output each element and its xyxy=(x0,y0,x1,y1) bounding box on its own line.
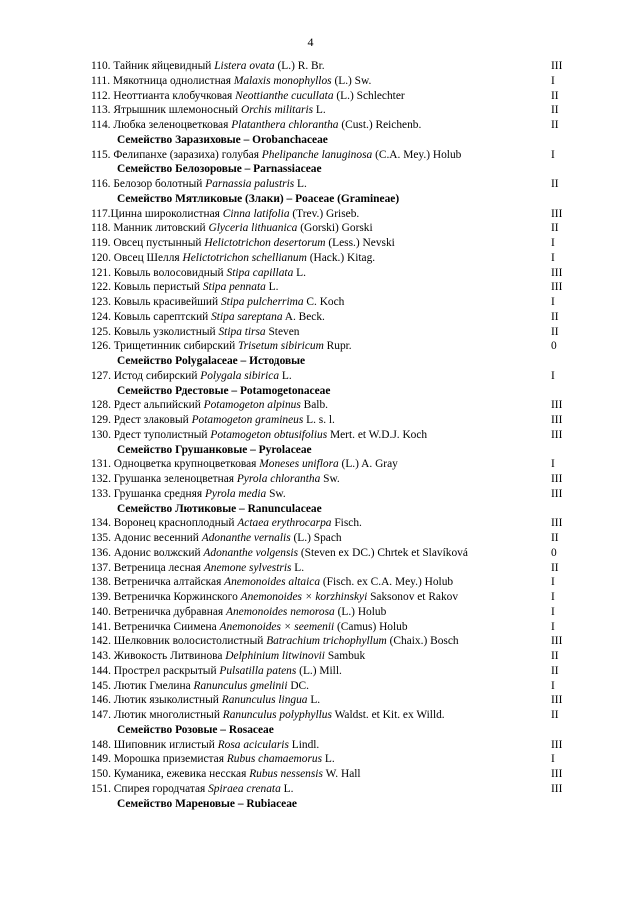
russian-name: 146. Лютик языколистный xyxy=(91,694,222,707)
russian-name: 113. Ятрышник шлемоносный xyxy=(91,104,242,117)
status-category: III xyxy=(551,428,563,441)
species-row xyxy=(0,634,621,649)
russian-name: 127. Истод сибирский xyxy=(91,369,201,382)
species-name xyxy=(91,693,320,708)
species-row xyxy=(0,413,621,428)
species-name xyxy=(91,561,304,576)
species-name xyxy=(91,74,371,89)
latin-name: Malaxis monophyllos xyxy=(233,74,332,87)
russian-name: 135. Адонис весенний xyxy=(91,532,202,544)
species-row xyxy=(0,236,621,251)
author-name: L. xyxy=(279,369,292,382)
latin-name: Helictotrichon schellianum xyxy=(182,251,307,264)
latin-name: Potamogeton obtusifolius xyxy=(210,428,328,441)
species-name xyxy=(91,221,373,236)
family-heading xyxy=(0,502,621,517)
russian-name: 110. Тайник яйцевидный xyxy=(91,60,215,72)
status-category: II xyxy=(551,310,559,323)
russian-name: 111. Мякотница однолистная xyxy=(91,74,234,87)
latin-name: Ranunculus gmelinii xyxy=(193,679,288,692)
status-category: I xyxy=(551,591,555,603)
family-name: Семейство Polygalaceae – Истодовые xyxy=(117,355,306,367)
species-row xyxy=(0,708,621,723)
family-heading xyxy=(0,354,621,369)
species-row xyxy=(0,782,621,797)
species-row xyxy=(0,148,621,163)
author-name: (L.) Schlechter xyxy=(333,89,405,102)
author-name: A. Beck. xyxy=(282,310,325,323)
latin-name: Adonanthe volgensis xyxy=(203,546,299,559)
latin-name: Rubus chamaemorus xyxy=(226,753,323,766)
author-name: (C.A. Mey.) Holub xyxy=(372,148,462,161)
author-name: (L.) Spach xyxy=(290,532,342,544)
latin-name: Pyrola chlorantha xyxy=(236,473,321,485)
status-category: III xyxy=(551,738,563,751)
species-row xyxy=(0,266,621,281)
latin-name: Moneses uniflora xyxy=(259,458,339,471)
author-name: L. xyxy=(265,281,279,294)
species-name xyxy=(91,738,319,753)
species-name xyxy=(91,325,299,340)
species-row xyxy=(0,605,621,620)
russian-name: 116. Белозор болотный xyxy=(91,178,206,190)
status-category: III xyxy=(551,517,563,530)
species-name xyxy=(91,398,328,413)
author-name: DC. xyxy=(287,679,310,692)
author-name: Lindl. xyxy=(288,738,320,751)
latin-name: Spiraea crenata xyxy=(208,782,281,795)
author-name: Fisch. xyxy=(331,517,362,530)
russian-name: 114. Любка зеленоцветковая xyxy=(91,119,232,131)
author-name: Sambuk xyxy=(324,650,366,662)
species-row xyxy=(0,531,621,546)
latin-name: Rubus nessensis xyxy=(249,768,323,780)
species-row xyxy=(0,74,621,89)
species-row xyxy=(0,118,621,133)
russian-name: 128. Рдест альпийский xyxy=(91,399,204,412)
species-row xyxy=(0,325,621,340)
status-category: I xyxy=(551,237,555,249)
family-name: Семейство Мареновые – Rubiaceae xyxy=(117,797,297,810)
russian-name: 118. Манник литовский xyxy=(91,222,209,235)
status-category: II xyxy=(551,709,559,721)
latin-name: Stipa capillata xyxy=(226,266,294,279)
latin-name: Listera ovata xyxy=(214,60,275,72)
latin-name: Cinna latifolia xyxy=(222,207,290,220)
russian-name: 141. Ветреничка Сиимена xyxy=(91,620,220,633)
status-category: III xyxy=(551,266,563,279)
status-category: III xyxy=(551,694,563,707)
author-name: (L.) Sw. xyxy=(331,74,372,87)
latin-name: Delphinium litwinovii xyxy=(225,650,325,662)
status-category: III xyxy=(551,281,563,294)
status-category: II xyxy=(551,325,559,338)
species-name xyxy=(91,590,458,605)
family-heading xyxy=(0,384,621,399)
author-name: Mert. et W.D.J. Koch xyxy=(327,428,428,441)
latin-name: Rosa acicularis xyxy=(217,738,289,751)
russian-name: 129. Рдест злаковый xyxy=(91,414,192,426)
russian-name: 125. Ковыль узколистный xyxy=(91,325,219,338)
species-name xyxy=(91,148,461,163)
species-name xyxy=(91,266,306,281)
author-name: Balb. xyxy=(300,399,329,412)
status-category: II xyxy=(551,222,559,235)
species-name xyxy=(91,103,326,118)
latin-name: Ranunculus lingua xyxy=(221,694,308,707)
species-name xyxy=(91,59,325,74)
author-name: Sw. xyxy=(320,473,340,485)
species-name xyxy=(91,649,365,664)
species-row xyxy=(0,457,621,472)
status-category: 0 xyxy=(551,546,557,559)
latin-name: Glyceria lithuanica xyxy=(208,222,298,235)
author-name: C. Koch xyxy=(303,296,345,308)
status-category: II xyxy=(551,178,559,190)
russian-name: 147. Лютик многолистный xyxy=(91,709,223,721)
species-row xyxy=(0,398,621,413)
species-name xyxy=(91,457,398,472)
status-category: I xyxy=(551,679,555,692)
status-category: II xyxy=(551,561,559,574)
russian-name: 122. Ковыль перистый xyxy=(91,281,203,294)
russian-name: 131. Одноцветка крупноцветковая xyxy=(91,458,260,471)
author-name: (Trev.) Griseb. xyxy=(289,207,360,220)
species-name xyxy=(91,118,421,133)
author-name: L. xyxy=(294,178,307,190)
russian-name: 136. Адонис волжский xyxy=(91,546,204,559)
family-heading xyxy=(0,162,621,177)
species-name xyxy=(91,236,395,251)
latin-name: Polygala sibirica xyxy=(200,369,280,382)
species-name xyxy=(91,177,307,192)
species-name xyxy=(91,708,445,723)
family-heading xyxy=(0,723,621,738)
species-name xyxy=(91,620,408,635)
author-name: (Gorski) Gorski xyxy=(297,222,373,235)
author-name: (Cust.) Reichenb. xyxy=(338,119,422,131)
russian-name: 139. Ветреничка Коржинского xyxy=(91,591,241,603)
species-name xyxy=(91,89,405,104)
species-list xyxy=(0,59,621,811)
status-category: II xyxy=(551,89,559,102)
status-category: III xyxy=(551,487,563,500)
latin-name: Potamogeton alpinus xyxy=(203,399,301,412)
latin-name: Stipa sareptana xyxy=(211,310,283,323)
species-row xyxy=(0,207,621,222)
family-heading xyxy=(0,797,621,812)
russian-name: 151. Спирея городчатая xyxy=(91,782,209,795)
author-name: (L.) Holub xyxy=(334,605,387,618)
species-name xyxy=(91,605,386,620)
species-row xyxy=(0,649,621,664)
species-name xyxy=(91,752,335,767)
species-row xyxy=(0,546,621,561)
species-row xyxy=(0,693,621,708)
species-name xyxy=(91,251,375,266)
latin-name: Parnassia palustris xyxy=(205,178,295,190)
russian-name: 134. Воронец красноплодный xyxy=(91,517,238,530)
russian-name: 132. Грушанка зеленоцветная xyxy=(91,473,237,485)
species-row xyxy=(0,590,621,605)
species-row xyxy=(0,561,621,576)
species-row xyxy=(0,472,621,487)
status-category: I xyxy=(551,620,555,633)
author-name: (Hack.) Kitag. xyxy=(306,251,376,264)
russian-name: 149. Морошка приземистая xyxy=(91,753,227,766)
species-row xyxy=(0,767,621,782)
family-name: Семейство Рдестовые – Potamogetonaceae xyxy=(117,384,331,397)
latin-name: Anemonoides × seemenii xyxy=(219,620,335,633)
russian-name: 119. Овсец пустынный xyxy=(91,237,205,249)
species-row xyxy=(0,89,621,104)
species-name xyxy=(91,369,292,384)
author-name: W. Hall xyxy=(322,768,361,780)
latin-name: Actaea erythrocarpa xyxy=(237,517,332,530)
latin-name: Pulsatilla patens xyxy=(219,664,297,677)
latin-name: Anemonoides altaica xyxy=(224,576,321,589)
species-row xyxy=(0,516,621,531)
status-category: III xyxy=(551,60,563,72)
author-name: (L.) A. Gray xyxy=(338,458,398,471)
russian-name: 138. Ветреничка алтайская xyxy=(91,576,225,589)
author-name: L. xyxy=(293,266,306,279)
author-name: L. xyxy=(307,694,321,707)
species-row xyxy=(0,620,621,635)
status-category: I xyxy=(551,251,555,264)
status-category: III xyxy=(551,207,563,220)
russian-name: 120. Овсец Шелля xyxy=(91,251,183,264)
species-name xyxy=(91,428,427,443)
author-name: L. xyxy=(291,561,305,574)
species-row xyxy=(0,664,621,679)
status-category: III xyxy=(551,414,563,426)
russian-name: 117.Цинна широколистная xyxy=(91,207,223,220)
russian-name: 142. Шелковник волосистолистный xyxy=(91,635,267,648)
russian-name: 123. Ковыль красивейший xyxy=(91,296,221,308)
status-category: II xyxy=(551,119,559,131)
latin-name: Phelipanche lanuginosa xyxy=(261,148,373,161)
author-name: (Less.) Nevski xyxy=(325,237,395,249)
species-row xyxy=(0,339,621,354)
status-category: 0 xyxy=(551,340,557,353)
latin-name: Stipa pennata xyxy=(202,281,266,294)
latin-name: Trisetum sibiricum xyxy=(238,340,324,353)
species-row xyxy=(0,177,621,192)
russian-name: 145. Лютик Гмелина xyxy=(91,679,194,692)
author-name: (Chaix.) Bosch xyxy=(386,635,459,648)
species-row xyxy=(0,428,621,443)
species-name xyxy=(91,575,453,590)
latin-name: Ranunculus polyphyllus xyxy=(222,709,332,721)
author-name: Sw. xyxy=(266,487,286,500)
family-name: Семейство Мятликовые (Злаки) – Poaceae (Gramineae) xyxy=(117,192,400,205)
russian-name: 126. Трищетинник сибирский xyxy=(91,340,239,353)
author-name: L. xyxy=(280,782,294,795)
species-row xyxy=(0,103,621,118)
species-row xyxy=(0,679,621,694)
russian-name: 137. Ветреница лесная xyxy=(91,561,204,574)
author-name: Rupr. xyxy=(323,340,352,353)
status-category: I xyxy=(551,74,555,87)
page-number: 4 xyxy=(307,35,314,49)
species-name xyxy=(91,339,352,354)
species-name xyxy=(91,531,342,546)
russian-name: 121. Ковыль волосовидный xyxy=(91,266,227,279)
status-category: II xyxy=(551,532,559,544)
family-name: Семейство Заразиховые – Orobanchaceae xyxy=(117,133,328,146)
author-name: L. xyxy=(322,753,335,766)
status-category: I xyxy=(551,148,555,161)
author-name: (Fisch. ex C.A. Mey.) Holub xyxy=(320,576,454,589)
latin-name: Adonanthe vernalis xyxy=(201,532,291,544)
status-category: II xyxy=(551,664,559,677)
latin-name: Potamogeton gramineus xyxy=(191,414,304,426)
latin-name: Helictotrichon desertorum xyxy=(204,237,326,249)
species-row xyxy=(0,487,621,502)
status-category: III xyxy=(551,473,563,485)
latin-name: Stipa pulcherrima xyxy=(220,296,304,308)
family-heading xyxy=(0,443,621,458)
status-category: III xyxy=(551,782,563,795)
species-name xyxy=(91,782,293,797)
species-row xyxy=(0,295,621,310)
species-name xyxy=(91,413,335,428)
author-name: (Camus) Holub xyxy=(334,620,408,633)
author-name: (Steven ex DC.) Chrtek et Slavíková xyxy=(298,546,468,559)
russian-name: 143. Живокость Литвинова xyxy=(91,650,226,662)
species-name xyxy=(91,767,361,782)
species-name xyxy=(91,295,344,310)
russian-name: 144. Прострел раскрытый xyxy=(91,664,220,677)
species-name xyxy=(91,516,362,531)
author-name: L. xyxy=(313,104,326,117)
family-name: Семейство Белозоровые – Parnassiaceae xyxy=(117,163,322,176)
russian-name: 112. Неоттианта клобучковая xyxy=(91,89,236,102)
russian-name: 130. Рдест туполистный xyxy=(91,428,211,441)
family-name: Семейство Грушанковые – Pyrolaceae xyxy=(117,443,312,456)
status-category: III xyxy=(551,635,563,648)
status-category: I xyxy=(551,369,555,382)
status-category: III xyxy=(551,399,563,412)
russian-name: 124. Ковыль сарептский xyxy=(91,310,212,323)
species-row xyxy=(0,221,621,236)
family-name: Семейство Лютиковые – Ranunculaceae xyxy=(117,502,322,515)
status-category: II xyxy=(551,650,559,662)
status-category: I xyxy=(551,753,555,766)
species-row xyxy=(0,575,621,590)
species-name xyxy=(91,487,286,502)
family-name: Семейство Розовые – Rosaceae xyxy=(117,723,274,736)
species-name xyxy=(91,472,340,487)
family-heading xyxy=(0,192,621,207)
latin-name: Batrachium trichophyllum xyxy=(266,635,387,648)
russian-name: 150. Куманика, ежевика несская xyxy=(91,768,250,780)
species-name xyxy=(91,634,459,649)
latin-name: Pyrola media xyxy=(204,487,267,500)
species-row xyxy=(0,752,621,767)
latin-name: Anemonoides nemorosa xyxy=(226,605,335,618)
russian-name: 140. Ветреничка дубравная xyxy=(91,605,226,618)
species-row xyxy=(0,251,621,266)
author-name: L. s. l. xyxy=(303,414,335,426)
species-name xyxy=(91,679,309,694)
species-row xyxy=(0,310,621,325)
russian-name: 148. Шиповник иглистый xyxy=(91,738,218,751)
latin-name: Anemonoides × korzhinskyi xyxy=(240,591,368,603)
author-name: Saksonov et Rakov xyxy=(367,591,459,603)
latin-name: Neottianthe cucullata xyxy=(235,89,334,102)
species-row xyxy=(0,280,621,295)
species-name xyxy=(91,546,468,561)
author-name: Steven xyxy=(265,325,300,338)
species-row xyxy=(0,59,621,74)
latin-name: Anemone sylvestris xyxy=(203,561,292,574)
latin-name: Orchis militaris xyxy=(241,104,314,117)
status-category: II xyxy=(551,104,559,117)
status-category: I xyxy=(551,576,555,589)
species-row xyxy=(0,738,621,753)
species-name xyxy=(91,280,278,295)
latin-name: Platanthera chlorantha xyxy=(231,119,339,131)
species-name xyxy=(91,664,342,679)
status-category: I xyxy=(551,605,555,618)
author-name: Waldst. et Kit. ex Willd. xyxy=(331,709,445,721)
russian-name: 133. Грушанка средняя xyxy=(91,487,205,500)
family-heading xyxy=(0,133,621,148)
latin-name: Stipa tirsa xyxy=(218,325,266,338)
species-row xyxy=(0,369,621,384)
status-category: I xyxy=(551,296,555,308)
author-name: (L.) R. Br. xyxy=(274,60,325,72)
status-category: I xyxy=(551,458,555,471)
author-name: (L.) Mill. xyxy=(296,664,342,677)
status-category: III xyxy=(551,768,563,780)
species-name xyxy=(91,310,325,325)
species-name xyxy=(91,207,359,222)
russian-name: 115. Фелипанхе (заразиха) голубая xyxy=(91,148,262,161)
